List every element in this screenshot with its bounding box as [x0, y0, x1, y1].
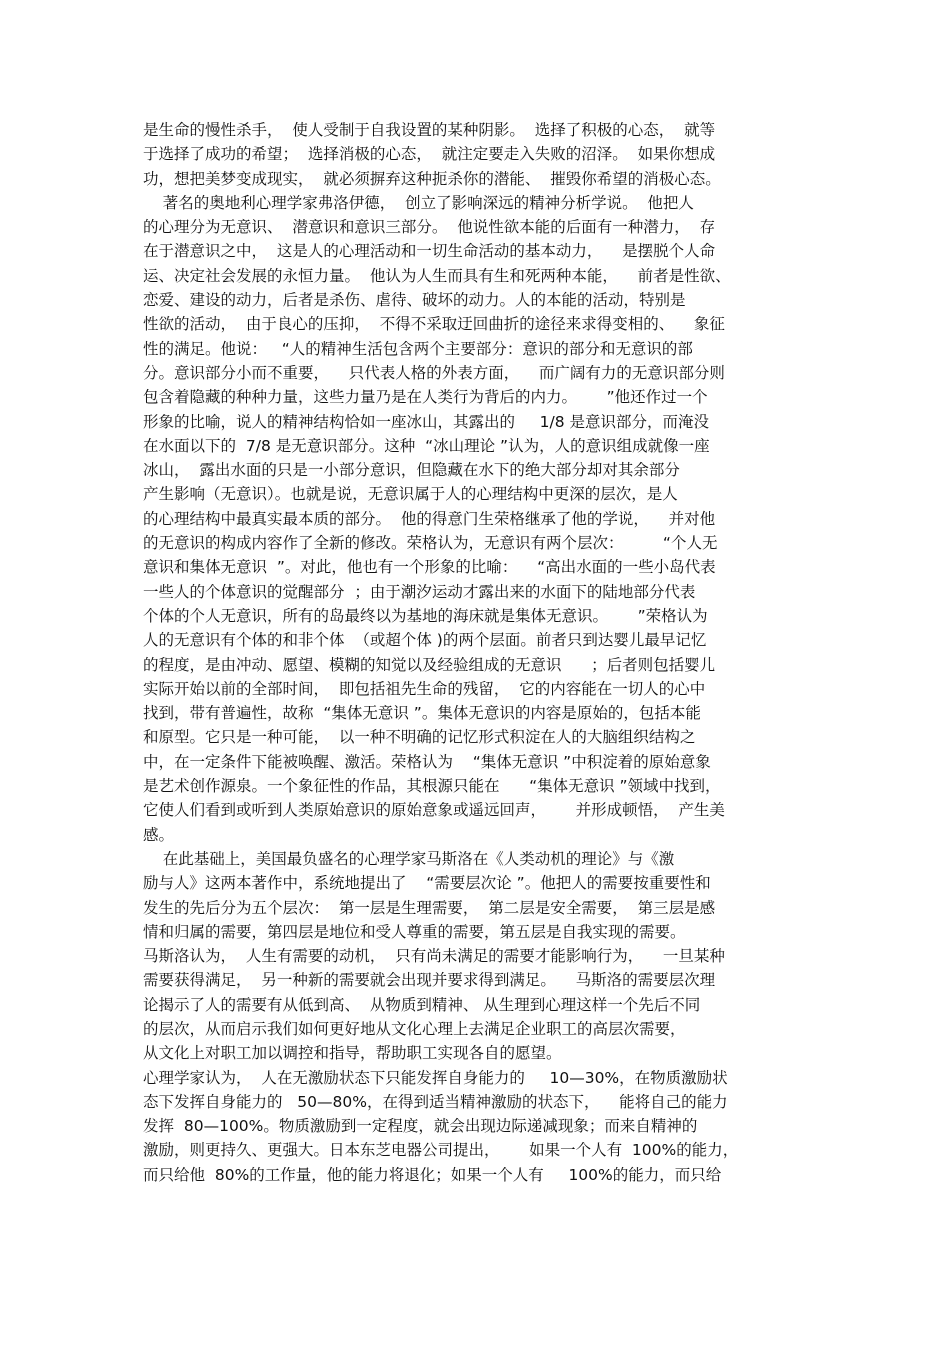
text-line: 激励，则更持久、更强大。日本东芝电器公司提出， 如果一个人有 100%的能力， — [143, 1141, 739, 1160]
text-line: 性欲的活动， 由于良心的压抑， 不得不采取迂回曲折的途径来求得变相的、 象征 — [143, 315, 725, 334]
text-line: 和原型。它只是一种可能， 以一种不明确的记忆形式积淀在人的大脑组织结构之 — [143, 728, 696, 747]
text-line: 包含着隐藏的种种力量，这些力量乃是在人类行为背后的内力。 ”他还作过一个 — [143, 388, 708, 407]
text-line: 产生影响（无意识）。也就是说，无意识属于人的心理结构中更深的层次，是人 — [143, 485, 678, 504]
text-line: 个体的个人无意识，所有的岛最终以为基地的海床就是集体无意识。 ”荣格认为 — [143, 606, 708, 625]
text-line: 需要获得满足， 另一种新的需要就会出现并要求得到满足。 马斯洛的需要层次理 — [143, 971, 716, 990]
text-line: 冰山， 露出水面的只是一小部分意识，但隐藏在水下的绝大部分却对其余部分 — [143, 461, 680, 480]
text-line: 感。 — [143, 825, 175, 844]
text-line: 性的满足。他说： “人的精神生活包含两个主要部分：意识的部分和无意识的部 — [143, 339, 693, 358]
text-line: 运、决定社会发展的永恒力量。 他认为人生而具有生和死两种本能， 前者是性欲、 — [143, 266, 731, 285]
text-line: 恋爱、建设的动力，后者是杀伤、虐待、破坏的动力。人的本能的活动，特别是 — [143, 291, 686, 310]
text-line: 中，在一定条件下能被唤醒、激活。荣格认为 “集体无意识 ”中积淀着的原始意象 — [143, 752, 711, 771]
text-line: 于选择了成功的希望； 选择消极的心态， 就注定要走入失败的沼泽。 如果你想成 — [143, 145, 716, 164]
text-line: 从文化上对职工加以调控和指导，帮助职工实现各自的愿望。 — [143, 1044, 562, 1063]
text-line: 的层次，从而启示我们如何更好地从文化心理上去满足企业职工的高层次需要， — [143, 1019, 686, 1038]
text-line: 情和归属的需要，第四层是地位和受人尊重的需要，第五层是自我实现的需要。 — [143, 922, 686, 941]
text-line: 而只给他 80%的工作量，他的能力将退化；如果一个人有 100%的能力，而只给 — [143, 1165, 722, 1184]
text-line: 实际开始以前的全部时间， 即包括祖先生命的残留， 它的内容能在一切人的心中 — [143, 679, 706, 698]
text-line: 找到，带有普遍性，故称 “集体无意识 ”。集体无意识的内容是原始的，包括本能 — [143, 704, 701, 723]
text-line: 的无意识的构成内容作了全新的修改。荣格认为，无意识有两个层次： “个人无 — [143, 534, 718, 553]
document-body — [143, 118, 808, 1187]
text-line: 发挥 80—100%。物质激励到一定程度，就会出现边际递减现象；而来自精神的 — [143, 1117, 698, 1136]
text-line: 意识和集体无意识 ”。对此，他也有一个形象的比喻： “高出水面的一些小岛代表 — [143, 558, 716, 577]
text-line: 的心理结构中最真实最本质的部分。 他的得意门生荣格继承了他的学说， 并对他 — [143, 509, 716, 528]
text-line: 功，想把美梦变成现实， 就必须摒弃这种扼杀你的潜能、 摧毁你希望的消极心态。 — [143, 169, 721, 188]
text-line: 在于潜意识之中， 这是人的心理活动和一切生命活动的基本动力， 是摆脱个人命 — [143, 242, 716, 261]
text-line: 著名的奥地利心理学家弗洛伊德， 创立了影响深远的精神分析学说。 他把人 — [143, 193, 694, 212]
text-line: 发生的先后分为五个层次： 第一层是生理需要， 第二层是安全需要， 第三层是感 — [143, 898, 716, 917]
text-line: 心理学家认为， 人在无激励状态下只能发挥自身能力的 10—30%，在物质激励状 — [143, 1068, 728, 1087]
text-line: 是艺术创作源泉。一个象征性的作品，其根源只能在 “集体无意识 ”领域中找到， — [143, 777, 721, 796]
text-line: 一些人的个体意识的觉醒部分 ；由于潮汐运动才露出来的水面下的陆地部分代表 — [143, 582, 696, 601]
text-line: 分。意识部分小而不重要， 只代表人格的外表方面， 而广阔有力的无意识部分则 — [143, 363, 725, 382]
text-line: 人的无意识有个体的和非个体 （或超个体 )的两个层面。前者只到达婴儿最早记忆 — [143, 631, 707, 650]
text-line: 形象的比喻，说人的精神结构恰如一座冰山，其露出的 1/8 是意识部分，而淹没 — [143, 412, 710, 431]
text-line: 的程度，是由冲动、愿望、模糊的知觉以及经验组成的无意识 ；后者则包括婴儿 — [143, 655, 716, 674]
text-line: 励与人》这两本著作中，系统地提出了 “需要层次论 ”。他把人的需要按重要性和 — [143, 874, 711, 893]
text-line: 态下发挥自身能力的 50—80%，在得到适当精神激励的状态下， 能将自己的能力 — [143, 1092, 728, 1111]
text-line: 在水面以下的 7/8 是无意识部分。这种 “冰山理论 ”认为，人的意识组成就像一座 — [143, 436, 710, 455]
text-line: 在此基础上，美国最负盛名的心理学家马斯洛在《人类动机的理论》与《激 — [143, 849, 675, 868]
text-line: 论揭示了人的需要有从低到高、 从物质到精神、 从生理到心理这样一个先后不同 — [143, 995, 701, 1014]
text-line: 它使人们看到或听到人类原始意识的原始意象或遥远回声， 并形成顿悟， 产生美 — [143, 801, 725, 820]
text-line: 是生命的慢性杀手， 使人受制于自我设置的某种阴影。 选择了积极的心态， 就等 — [143, 121, 716, 139]
text-line: 的心理分为无意识、 潜意识和意识三部分。 他说性欲本能的后面有一种潜力， 存 — [143, 218, 716, 237]
text-line: 马斯洛认为， 人生有需要的动机， 只有尚未满足的需要才能影响行为， 一旦某种 — [143, 947, 725, 966]
